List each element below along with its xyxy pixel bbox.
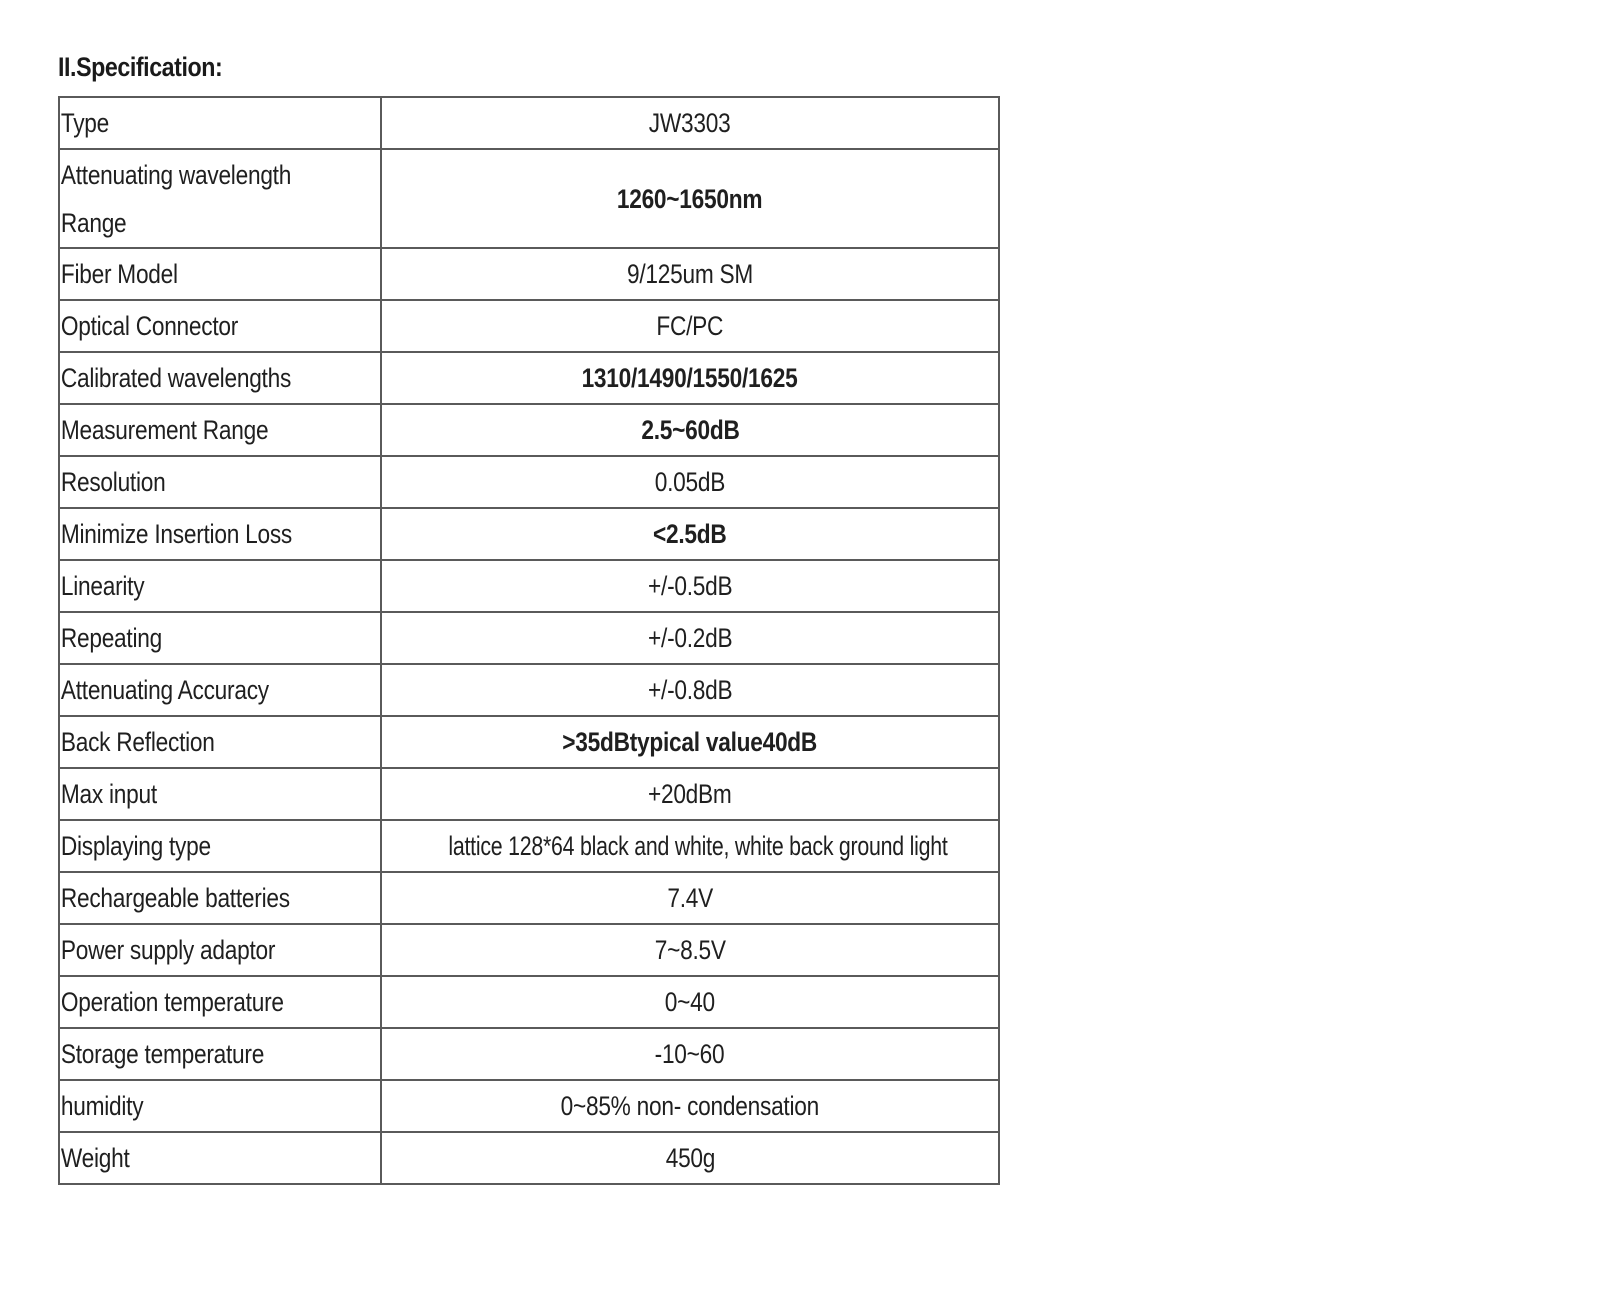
spec-value: FC/PC [656, 311, 724, 341]
spec-key-cell [59, 768, 381, 820]
table-row [59, 149, 999, 248]
spec-key-cell [59, 1132, 381, 1184]
spec-key: Linearity [60, 571, 145, 601]
spec-value-cell [381, 560, 999, 612]
spec-key: Attenuating Accuracy [60, 675, 269, 705]
spec-key: Rechargeable batteries [60, 883, 290, 913]
spec-value-cell [381, 1080, 999, 1132]
spec-value: 1310/1490/1550/1625 [582, 363, 798, 393]
spec-key: Operation temperature [60, 987, 284, 1017]
spec-value-cell [381, 820, 999, 872]
specification-table [58, 96, 1000, 1185]
spec-key-cell [59, 820, 381, 872]
spec-value: 7.4V [667, 883, 713, 913]
spec-key: Minimize Insertion Loss [60, 519, 293, 549]
table-row [59, 664, 999, 716]
spec-key-cell [59, 1080, 381, 1132]
spec-value: lattice 128*64 black and white, white back ground light [448, 831, 948, 861]
spec-value: >35dBtypical value40dB [562, 727, 818, 757]
table-row [59, 976, 999, 1028]
spec-value-cell [381, 97, 999, 149]
spec-value-cell [381, 1028, 999, 1080]
spec-value: +/-0.5dB [647, 571, 733, 601]
spec-key-cell [59, 352, 381, 404]
spec-value: 0.05dB [654, 467, 726, 497]
spec-key: Storage temperature [60, 1039, 265, 1069]
spec-key-cell [59, 924, 381, 976]
spec-key-cell [59, 149, 381, 248]
spec-value-cell [381, 1132, 999, 1184]
table-row [59, 560, 999, 612]
spec-value-cell [381, 612, 999, 664]
spec-value-cell [381, 664, 999, 716]
table-row [59, 1028, 999, 1080]
table-row [59, 404, 999, 456]
table-row [59, 872, 999, 924]
spec-value: 0~40 [664, 987, 716, 1017]
spec-value: 0~85% non- condensation [560, 1091, 820, 1121]
spec-value: 1260~1650nm [617, 183, 763, 214]
table-row [59, 352, 999, 404]
spec-key-cell [59, 1028, 381, 1080]
spec-value-cell [381, 248, 999, 300]
table-row [59, 924, 999, 976]
table-row [59, 768, 999, 820]
spec-value-cell [381, 716, 999, 768]
spec-key: Optical Connector [60, 311, 239, 341]
spec-key-cell [59, 612, 381, 664]
table-row [59, 456, 999, 508]
spec-key: Attenuating wavelength Range [60, 159, 292, 238]
spec-key-cell [59, 872, 381, 924]
spec-value: <2.5dB [653, 519, 727, 549]
spec-value: +20dBm [648, 779, 732, 809]
spec-key: Power supply adaptor [60, 935, 276, 965]
table-row [59, 612, 999, 664]
spec-value: -10~60 [655, 1039, 725, 1069]
spec-key-cell [59, 404, 381, 456]
table-row [59, 1132, 999, 1184]
spec-key: Weight [60, 1143, 130, 1173]
spec-key-cell [59, 456, 381, 508]
table-row [59, 248, 999, 300]
spec-key-cell [59, 976, 381, 1028]
spec-value: 7~8.5V [654, 935, 726, 965]
spec-key-cell [59, 248, 381, 300]
spec-value: 2.5~60dB [640, 415, 740, 445]
spec-key-cell [59, 664, 381, 716]
table-row [59, 716, 999, 768]
spec-key: Fiber Model [60, 259, 178, 289]
spec-key: Max input [60, 779, 157, 809]
spec-key: humidity [60, 1091, 144, 1121]
spec-key: Calibrated wavelengths [60, 363, 292, 393]
spec-key-cell [59, 560, 381, 612]
spec-key: Back Reflection [60, 727, 215, 757]
spec-key: Repeating [60, 623, 162, 653]
spec-key: Displaying type [60, 831, 211, 861]
spec-value-cell [381, 404, 999, 456]
spec-value: 450g [665, 1143, 715, 1173]
spec-value-cell [381, 508, 999, 560]
spec-value: JW3303 [649, 108, 731, 138]
table-row [59, 508, 999, 560]
spec-value-cell [381, 872, 999, 924]
spec-key: Measurement Range [60, 415, 269, 445]
spec-key-cell [59, 300, 381, 352]
table-row [59, 1080, 999, 1132]
section-heading: II.Specification: [58, 52, 223, 82]
spec-value-cell [381, 456, 999, 508]
spec-key-cell [59, 716, 381, 768]
spec-value-cell [381, 352, 999, 404]
spec-key: Type [60, 108, 110, 138]
spec-value: 9/125um SM [626, 259, 754, 289]
spec-value: +/-0.8dB [647, 675, 733, 705]
table-row [59, 820, 999, 872]
spec-value-cell [381, 768, 999, 820]
spec-key: Resolution [60, 467, 166, 497]
spec-value-cell [381, 924, 999, 976]
spec-value-cell [381, 300, 999, 352]
spec-key-cell [59, 508, 381, 560]
table-row [59, 300, 999, 352]
spec-value-cell [381, 976, 999, 1028]
table-row [59, 97, 999, 149]
spec-value-cell [381, 149, 999, 248]
spec-key-cell [59, 97, 381, 149]
spec-value: +/-0.2dB [647, 623, 733, 653]
